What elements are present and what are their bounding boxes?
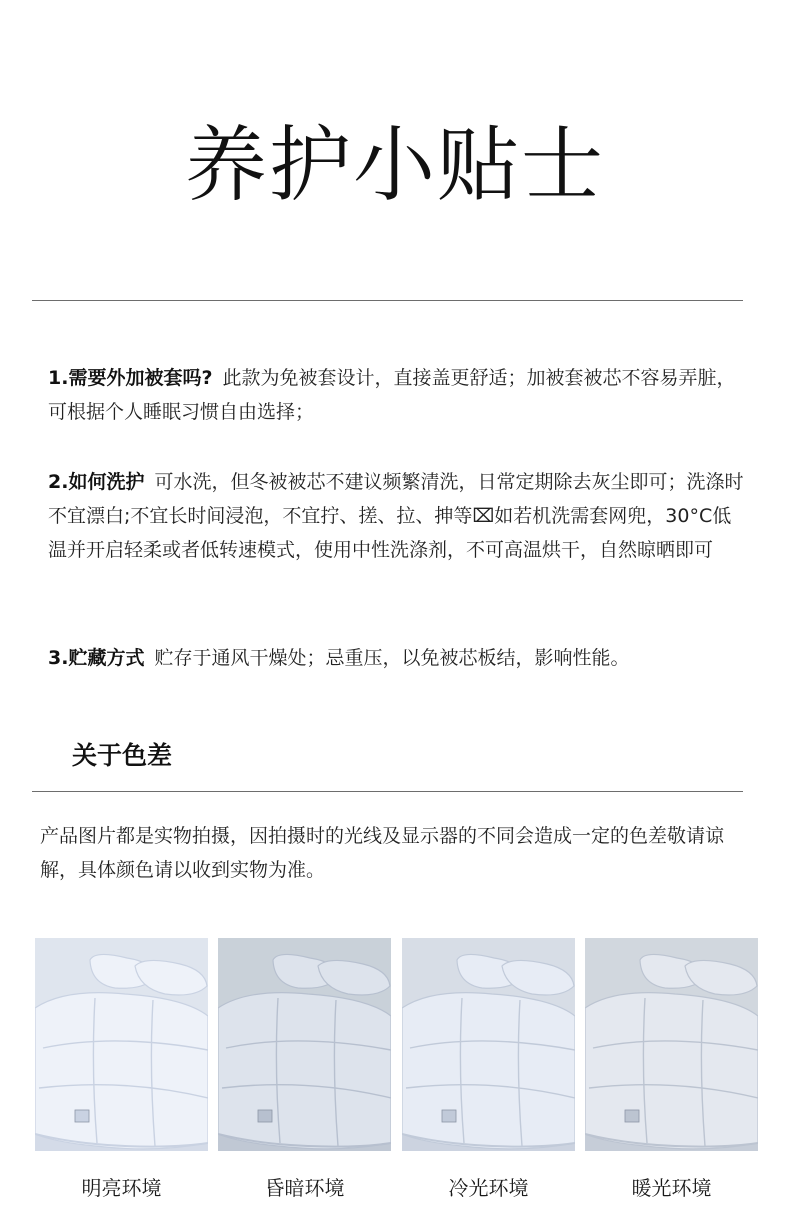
quilt-photo	[35, 938, 208, 1151]
variant-caption: 明亮环境	[81, 1176, 162, 1200]
lighting-variant-dim	[218, 938, 391, 1200]
color-difference-notice: 产品图片都是实物拍摄，因拍摄时的光线及显示器的不同会造成一定的色差敬请谅解，具体颜色请以收到实物为准。	[40, 825, 725, 881]
quilt-photo	[402, 938, 575, 1151]
lighting-variant-warm	[585, 938, 758, 1200]
care-tip-storage	[48, 641, 748, 675]
quilt-photo	[585, 938, 758, 1151]
lighting-variant-cool	[402, 938, 575, 1200]
quilt-photo	[218, 938, 391, 1151]
page-title: 养护小贴士	[184, 118, 605, 213]
lighting-comparison	[35, 938, 758, 1200]
quilt-illustration	[35, 938, 208, 1151]
lighting-variant-bright	[35, 938, 208, 1200]
divider-color-section	[32, 791, 743, 792]
care-tip-text: 可水洗，但冬被被芯不建议频繁清洗，日常定期除去灰尘即可；洗涤时不宜漂白;不宜长时间浸泡，不宜拧、搓、拉、抻等⌧如若机洗需套网兜，30°C低温并开启轻柔或者低转速模式，使用中性洗涤剂，不可高温烘干，自然晾晒即可	[48, 471, 744, 561]
care-tip-heading: 2.如何洗护	[48, 471, 145, 493]
quilt-illustration	[402, 938, 575, 1151]
variant-caption: 暖光环境	[631, 1176, 712, 1200]
care-tip-text: 此款为免被套设计，直接盖更舒适；加被套被芯不容易弄脏，可根据个人睡眠习惯自由选择；	[48, 367, 736, 423]
care-tip-washing	[48, 465, 748, 567]
variant-caption: 昏暗环境	[264, 1176, 345, 1200]
variant-caption: 冷光环境	[448, 1176, 529, 1200]
care-tip-cover	[48, 361, 748, 429]
care-tip-text: 贮存于通风干燥处；忌重压，以免被芯板结，影响性能。	[154, 647, 630, 669]
color-difference-heading: 关于色差	[72, 741, 173, 770]
quilt-illustration	[218, 938, 391, 1151]
divider-top	[32, 300, 743, 301]
care-tip-heading: 1.需要外加被套吗?	[48, 367, 213, 389]
care-tip-heading: 3.贮藏方式	[48, 647, 145, 669]
quilt-illustration	[585, 938, 758, 1151]
